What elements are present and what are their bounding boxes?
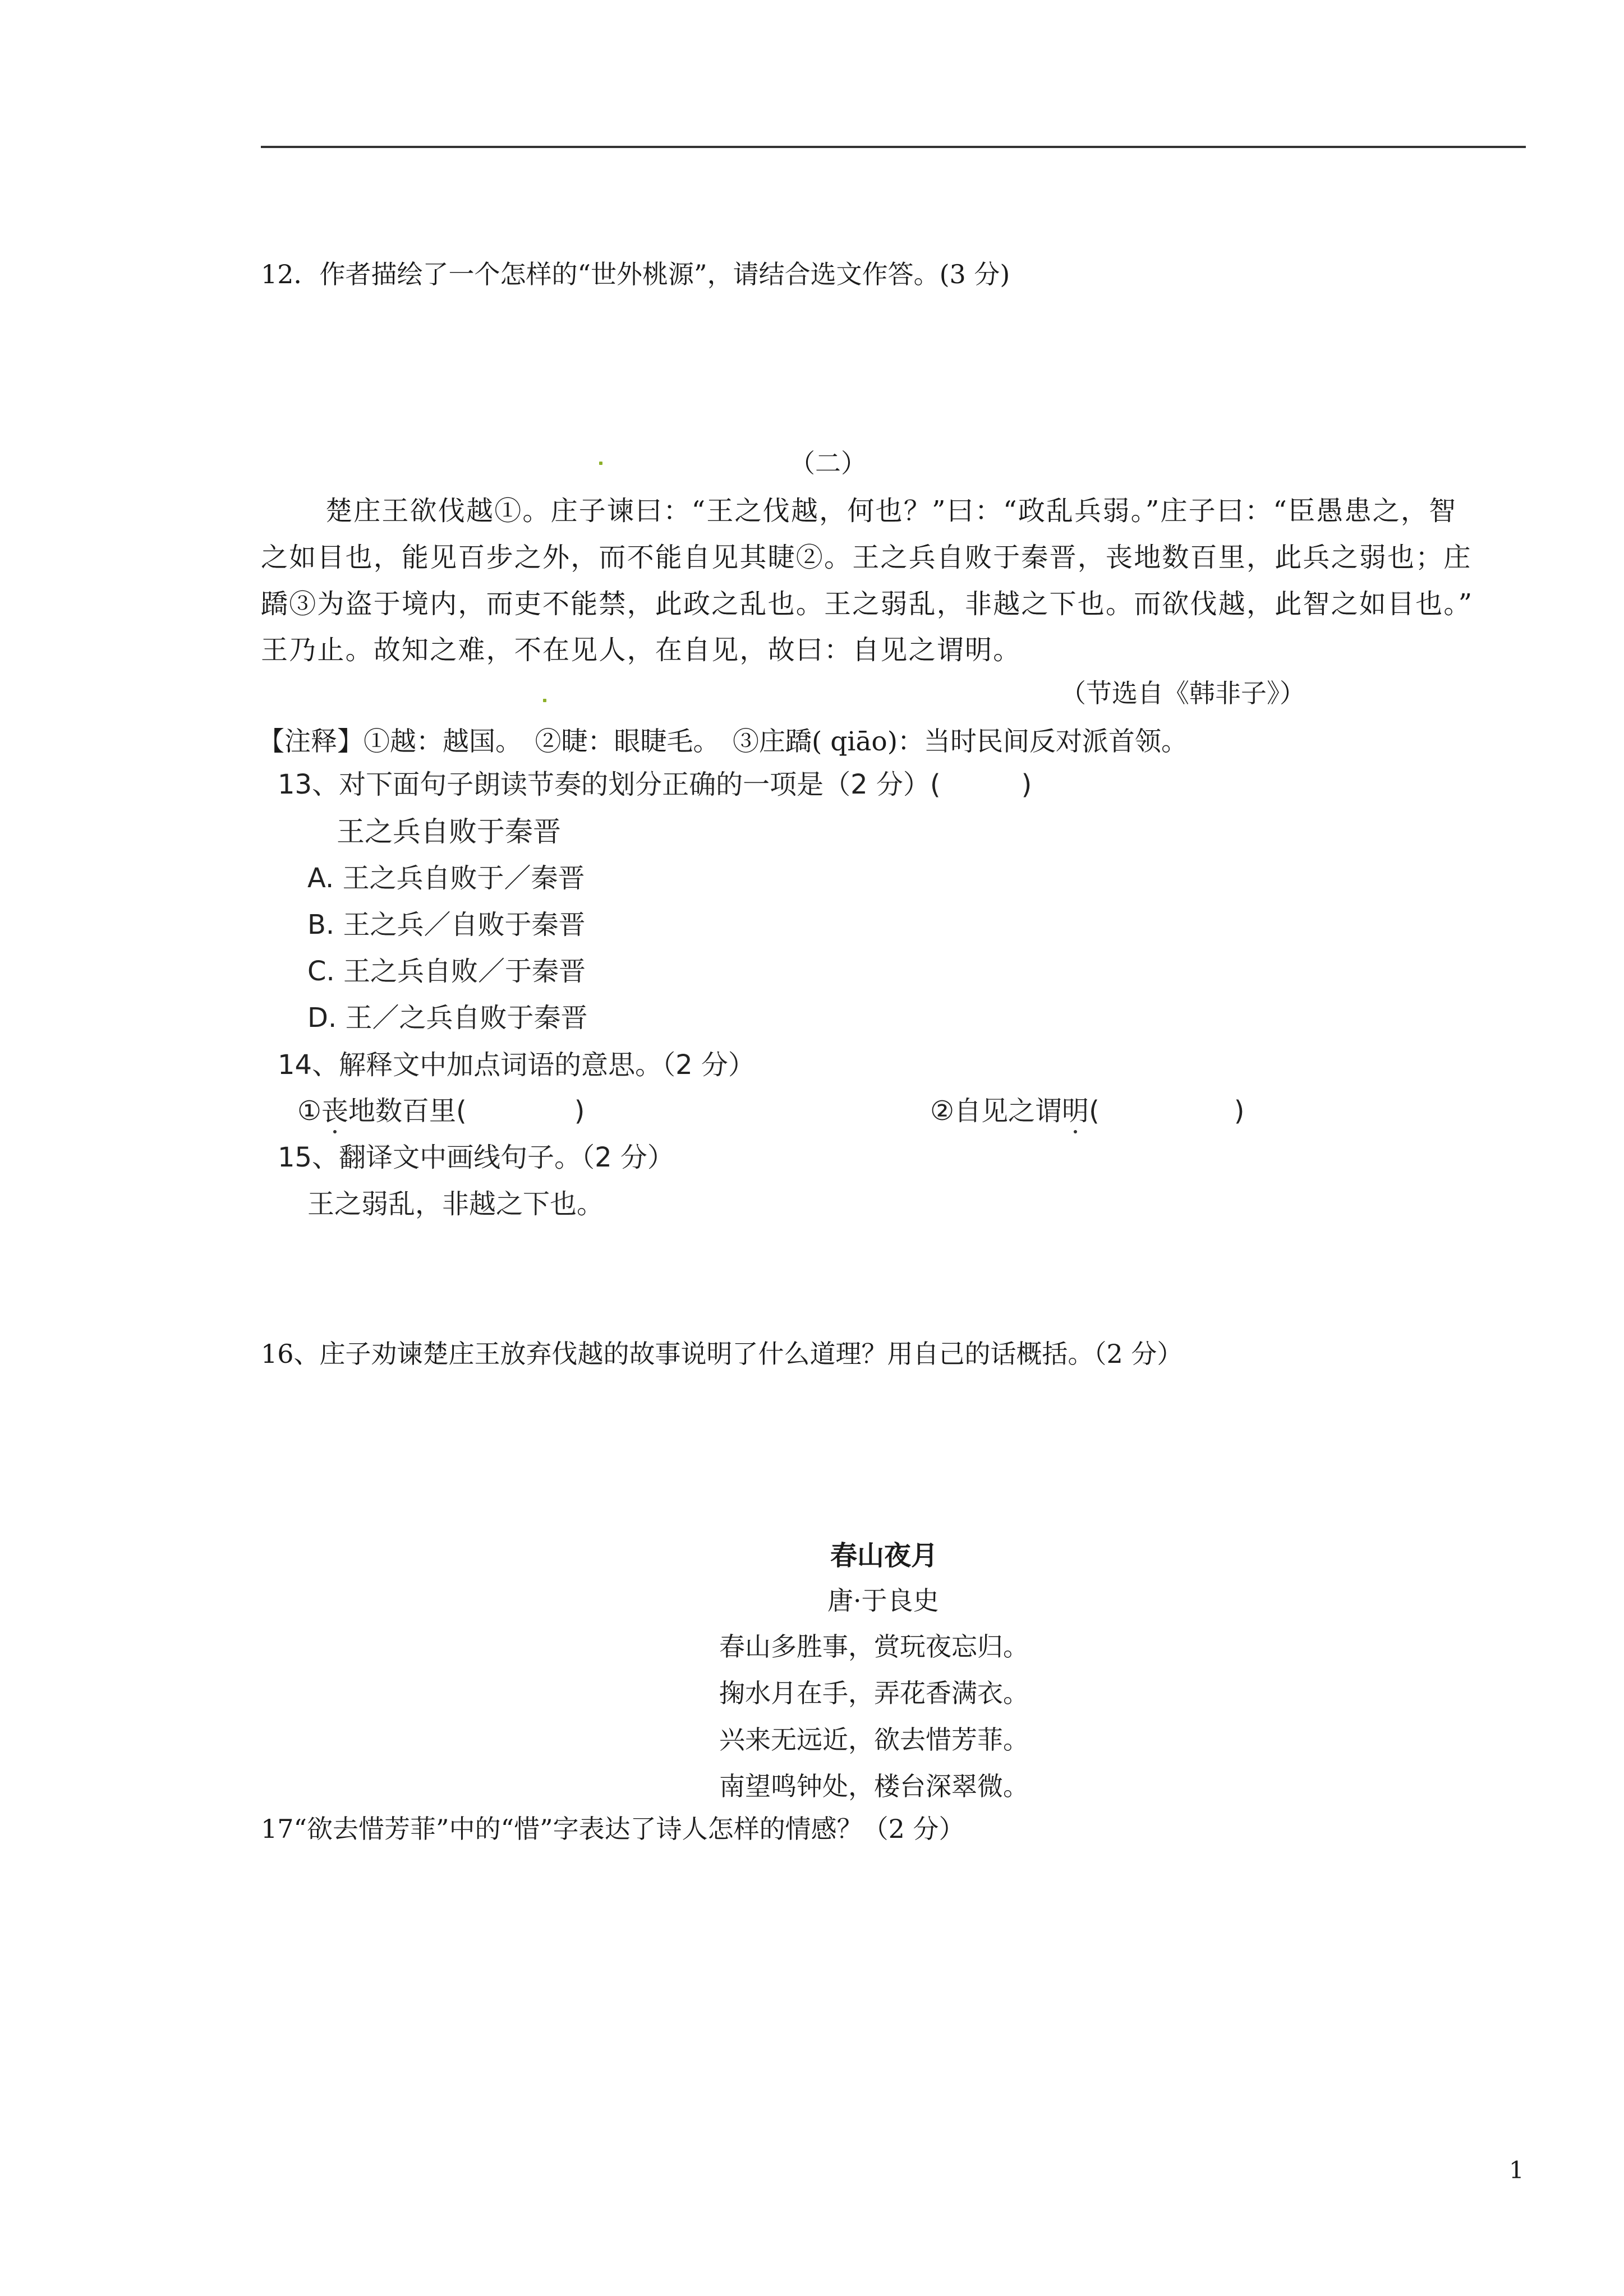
question-13-sentence: 王之兵自败于秦晋 xyxy=(337,815,561,848)
poem-line-1: 春山多胜事，赏玩夜忘归。 xyxy=(719,1631,1029,1662)
emphasized-word-2: 明 xyxy=(1062,1089,1089,1128)
item-1-prefix: ① xyxy=(297,1095,322,1127)
scan-dot-mark xyxy=(543,699,546,702)
question-12: 12．作者描绘了一个怎样的“世外桃源”，请结合选文作答。(3 分) xyxy=(261,259,1010,289)
question-13-option-d[interactable]: D. 王／之兵自败于秦晋 xyxy=(307,1002,588,1034)
page-number: 1 xyxy=(1509,2156,1524,2184)
question-15-prompt: 15、翻译文中画线句子。（2 分） xyxy=(278,1142,674,1173)
header-rule xyxy=(261,146,1526,148)
scan-dot-mark xyxy=(599,462,602,465)
question-17: 17“欲去惜芳菲”中的“惜”字表达了诗人怎样的情感？（2 分） xyxy=(261,1814,965,1844)
emphasized-word-1: 丧 xyxy=(321,1089,348,1128)
question-13-option-a[interactable]: A. 王之兵自败于／秦晋 xyxy=(307,863,585,894)
question-13-option-b[interactable]: B. 王之兵／自败于秦晋 xyxy=(307,909,586,940)
poem-line-2: 掬水月在手，弄花香满衣。 xyxy=(719,1678,1029,1708)
passage-line-4: 王乃止。故知之难，不在见人，在自见，故曰：自见之谓明。 xyxy=(261,634,1022,666)
question-14-item-1 xyxy=(297,1089,585,1128)
question-14-prompt: 14、解释文中加点词语的意思。（2 分） xyxy=(278,1049,755,1081)
passage-source: （节选自《韩非子》） xyxy=(1060,678,1305,708)
poem-line-4: 南望鸣钟处，楼台深翠微。 xyxy=(719,1771,1029,1801)
question-15-sentence: 王之弱乱，非越之下也。 xyxy=(307,1188,604,1220)
item-2-prefix: ②自见之谓 xyxy=(930,1095,1062,1127)
poem-author: 唐·于良史 xyxy=(827,1585,939,1616)
poem-title: 春山夜月 xyxy=(830,1540,938,1571)
item-2-answer-blank[interactable]: ( ) xyxy=(1089,1095,1245,1127)
passage-line-3: 蹻③为盗于境内，而吏不能禁，此政之乱也。王之弱乱，非越之下也。而欲伐越，此智之如目也。” xyxy=(261,588,1474,620)
passage-line-1: 楚庄王欲伐越①。庄子谏曰：“王之伐越，何也？”曰：“政乱兵弱。”庄子曰：“臣愚患之，智 xyxy=(325,495,1457,527)
question-14-item-2 xyxy=(930,1089,1245,1128)
question-13-option-c[interactable]: C. 王之兵自败／于秦晋 xyxy=(307,956,586,987)
section-heading: （二） xyxy=(789,448,867,478)
annotation-notes: 【注释】①越：越国。 ②睫：眼睫毛。 ③庄蹻( qiāo)：当时民间反对派首领。 xyxy=(258,726,1188,757)
passage-line-2: 之如目也，能见百步之外，而不能自见其睫②。王之兵自败于秦晋，丧地数百里，此兵之弱也；庄 xyxy=(261,542,1472,573)
poem-line-3: 兴来无远近，欲去惜芳菲。 xyxy=(719,1725,1029,1755)
item-1-answer-blank[interactable]: 地数百里( ) xyxy=(348,1095,585,1127)
question-16: 16、庄子劝谏楚庄王放弃伐越的故事说明了什么道理？用自己的话概括。（2 分） xyxy=(261,1339,1183,1369)
question-13-prompt: 13、对下面句子朗读节奏的划分正确的一项是（2 分）( ) xyxy=(278,769,1032,800)
